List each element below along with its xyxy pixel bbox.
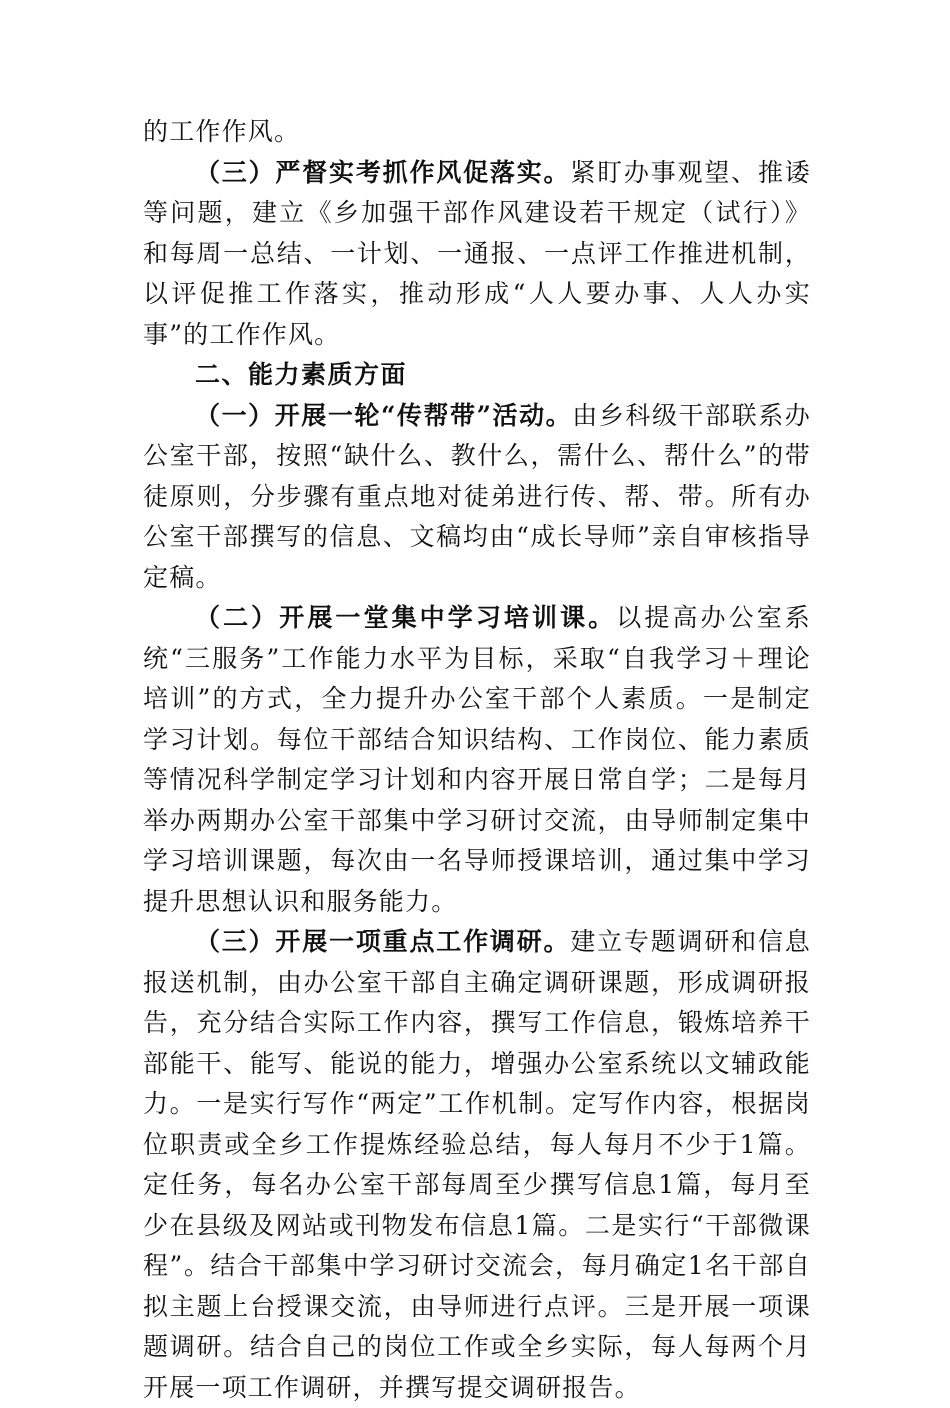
paragraph-lead: （三）开展一项重点工作调研。 [195,927,571,956]
paragraph-section2-item2 [143,598,811,922]
continuation-paragraph [143,112,811,153]
paragraph-section2-item1 [143,396,811,599]
continuation-text: 的工作作风。 [143,117,301,146]
paragraph-body: 以提高办公室系统“三服务”工作能力水平为目标，采取“自我学习＋理论培训”的方式，全力提升办公室干部个人素质。一是制定学习计划。每位干部结合知识结构、工作岗位、能力素质等情况科学制定学习计划和内容开展日常自学；二是每月举办两期办公室干部集中学习研讨交流，由导师制定集中学习培训课题，每次由一名导师授课培训，通过集中学习提升思想认识和服务能力。 [143,603,811,916]
document-body [143,112,811,1408]
section-heading: 二、能力素质方面 [195,360,408,389]
paragraph-section1-item3 [143,153,811,356]
paragraph-body: 建立专题调研和信息报送机制，由办公室干部自主确定调研课题，形成调研报告，充分结合实际工作内容，撰写工作信息，锻炼培养干部能干、能写、能说的能力，增强办公室系统以文辅政能力。一是实行写作“两定”工作机制。定写作内容，根据岗位职责或全乡工作提炼经验总结，每人每月不少于1篇。定任务，每名办公室干部每周至少撰写信息1篇，每月至少在县级及网站或刊物发布信息1篇。二是实行“干部微课程”。结合干部集中学习研讨交流会，每月确定1名干部自拟主题上台授课交流，由导师进行点评。三是开展一项课题调研。结合自己的岗位工作或全乡实际，每人每两个月开展一项工作调研，并撰写提交调研报告。 [143,927,811,1402]
paragraph-lead: （二）开展一堂集中学习培训课。 [195,603,617,632]
paragraph-body: 紧盯办事观望、推诿等问题，建立《乡加强干部作风建设若干规定（试行）》和每周一总结、一计划、一通报、一点评工作推进机制，以评促推工作落实，推动形成“人人要办事、人人办实事”的工作作风。 [143,157,811,349]
paragraph-lead: （三）严督实考抓作风促落实。 [195,157,571,187]
paragraph-lead: （一）开展一轮“传帮带”活动。 [195,400,573,430]
paragraph-body: 由乡科级干部联系办公室干部，按照“缺什么、教什么，需什么、帮什么”的带徒原则，分步骤有重点地对徒弟进行传、帮、带。所有办公室干部撰写的信息、文稿均由“成长导师”亲自审核指导定稿。 [143,400,811,592]
paragraph-section2-item3 [143,922,811,1408]
